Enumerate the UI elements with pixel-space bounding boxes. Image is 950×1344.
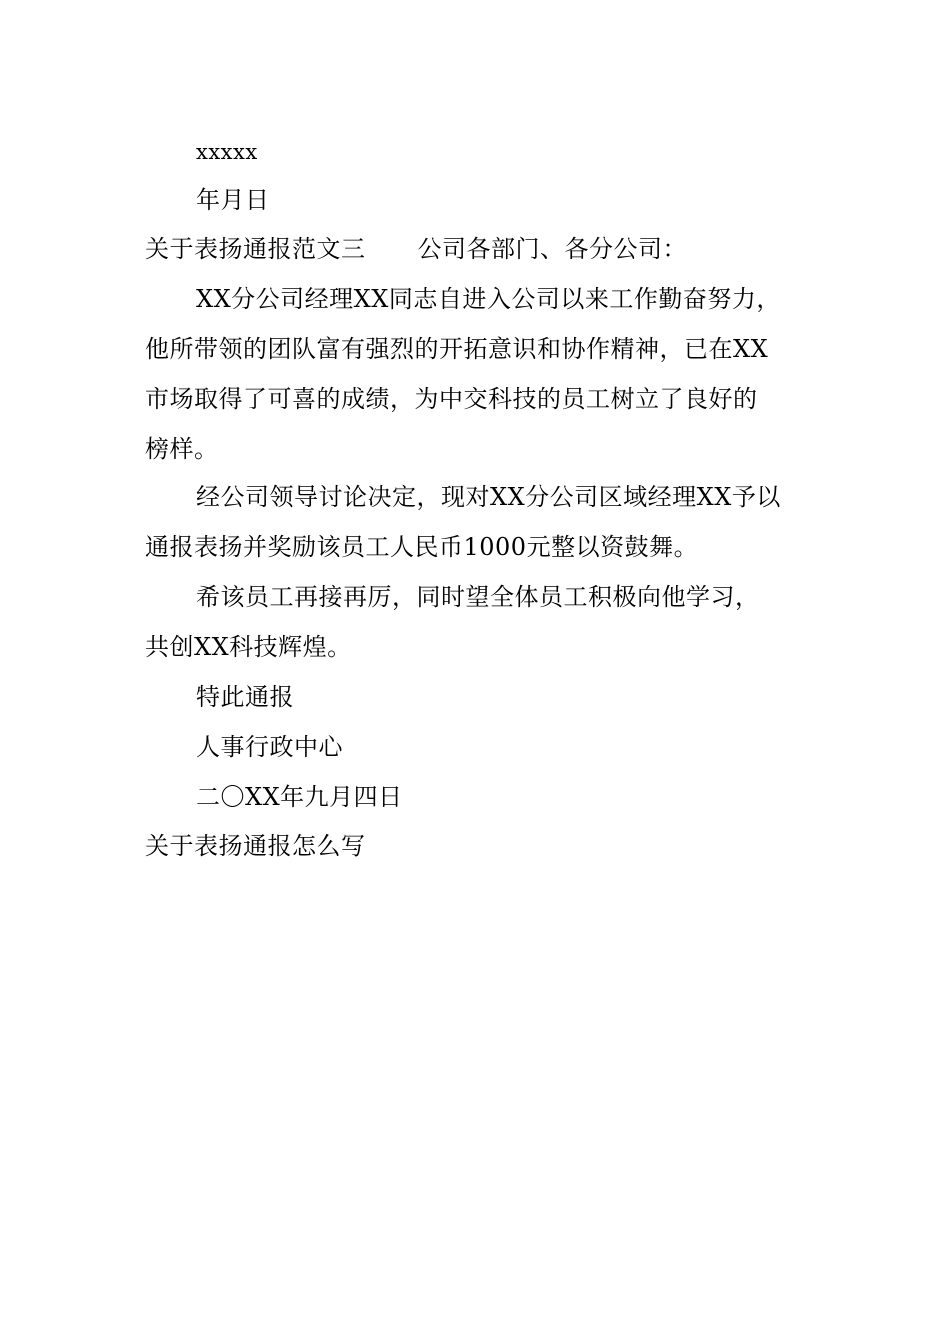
paragraph3-line: 希该员工再接再厉，同时望全体员工积极向他学习， [196, 583, 760, 611]
section-title: 关于表扬通报范文三 [145, 235, 366, 263]
signature-name: xxxxx [196, 140, 258, 164]
paragraph3-line: 共创XX科技辉煌。 [145, 633, 352, 661]
paragraph2-line: 通报表扬并奖励该员工人民币1000元整以资鼓舞。 [145, 533, 699, 561]
issuer-name: 人事行政中心 [196, 733, 343, 761]
issue-date: 二〇XX年九月四日 [196, 783, 403, 811]
signature-date: 年月日 [196, 186, 270, 214]
paragraph1-line: 榜样。 [145, 435, 219, 463]
paragraph1-line: 市场取得了可喜的成绩，为中交科技的员工树立了良好的 [145, 385, 758, 413]
paragraph2-line: 经公司领导讨论决定，现对XX分公司区域经理XX予以 [196, 483, 781, 511]
next-section-title: 关于表扬通报怎么写 [145, 832, 366, 860]
salutation: 公司各部门、各分公司： [417, 235, 687, 263]
paragraph1-line: XX分公司经理XX同志自进入公司以来工作勤奋努力， [196, 285, 781, 313]
closing-text: 特此通报 [196, 683, 294, 711]
section-heading-row [145, 234, 815, 264]
paragraph1-line: 他所带领的团队富有强烈的开拓意识和协作精神，已在XX [145, 335, 769, 363]
